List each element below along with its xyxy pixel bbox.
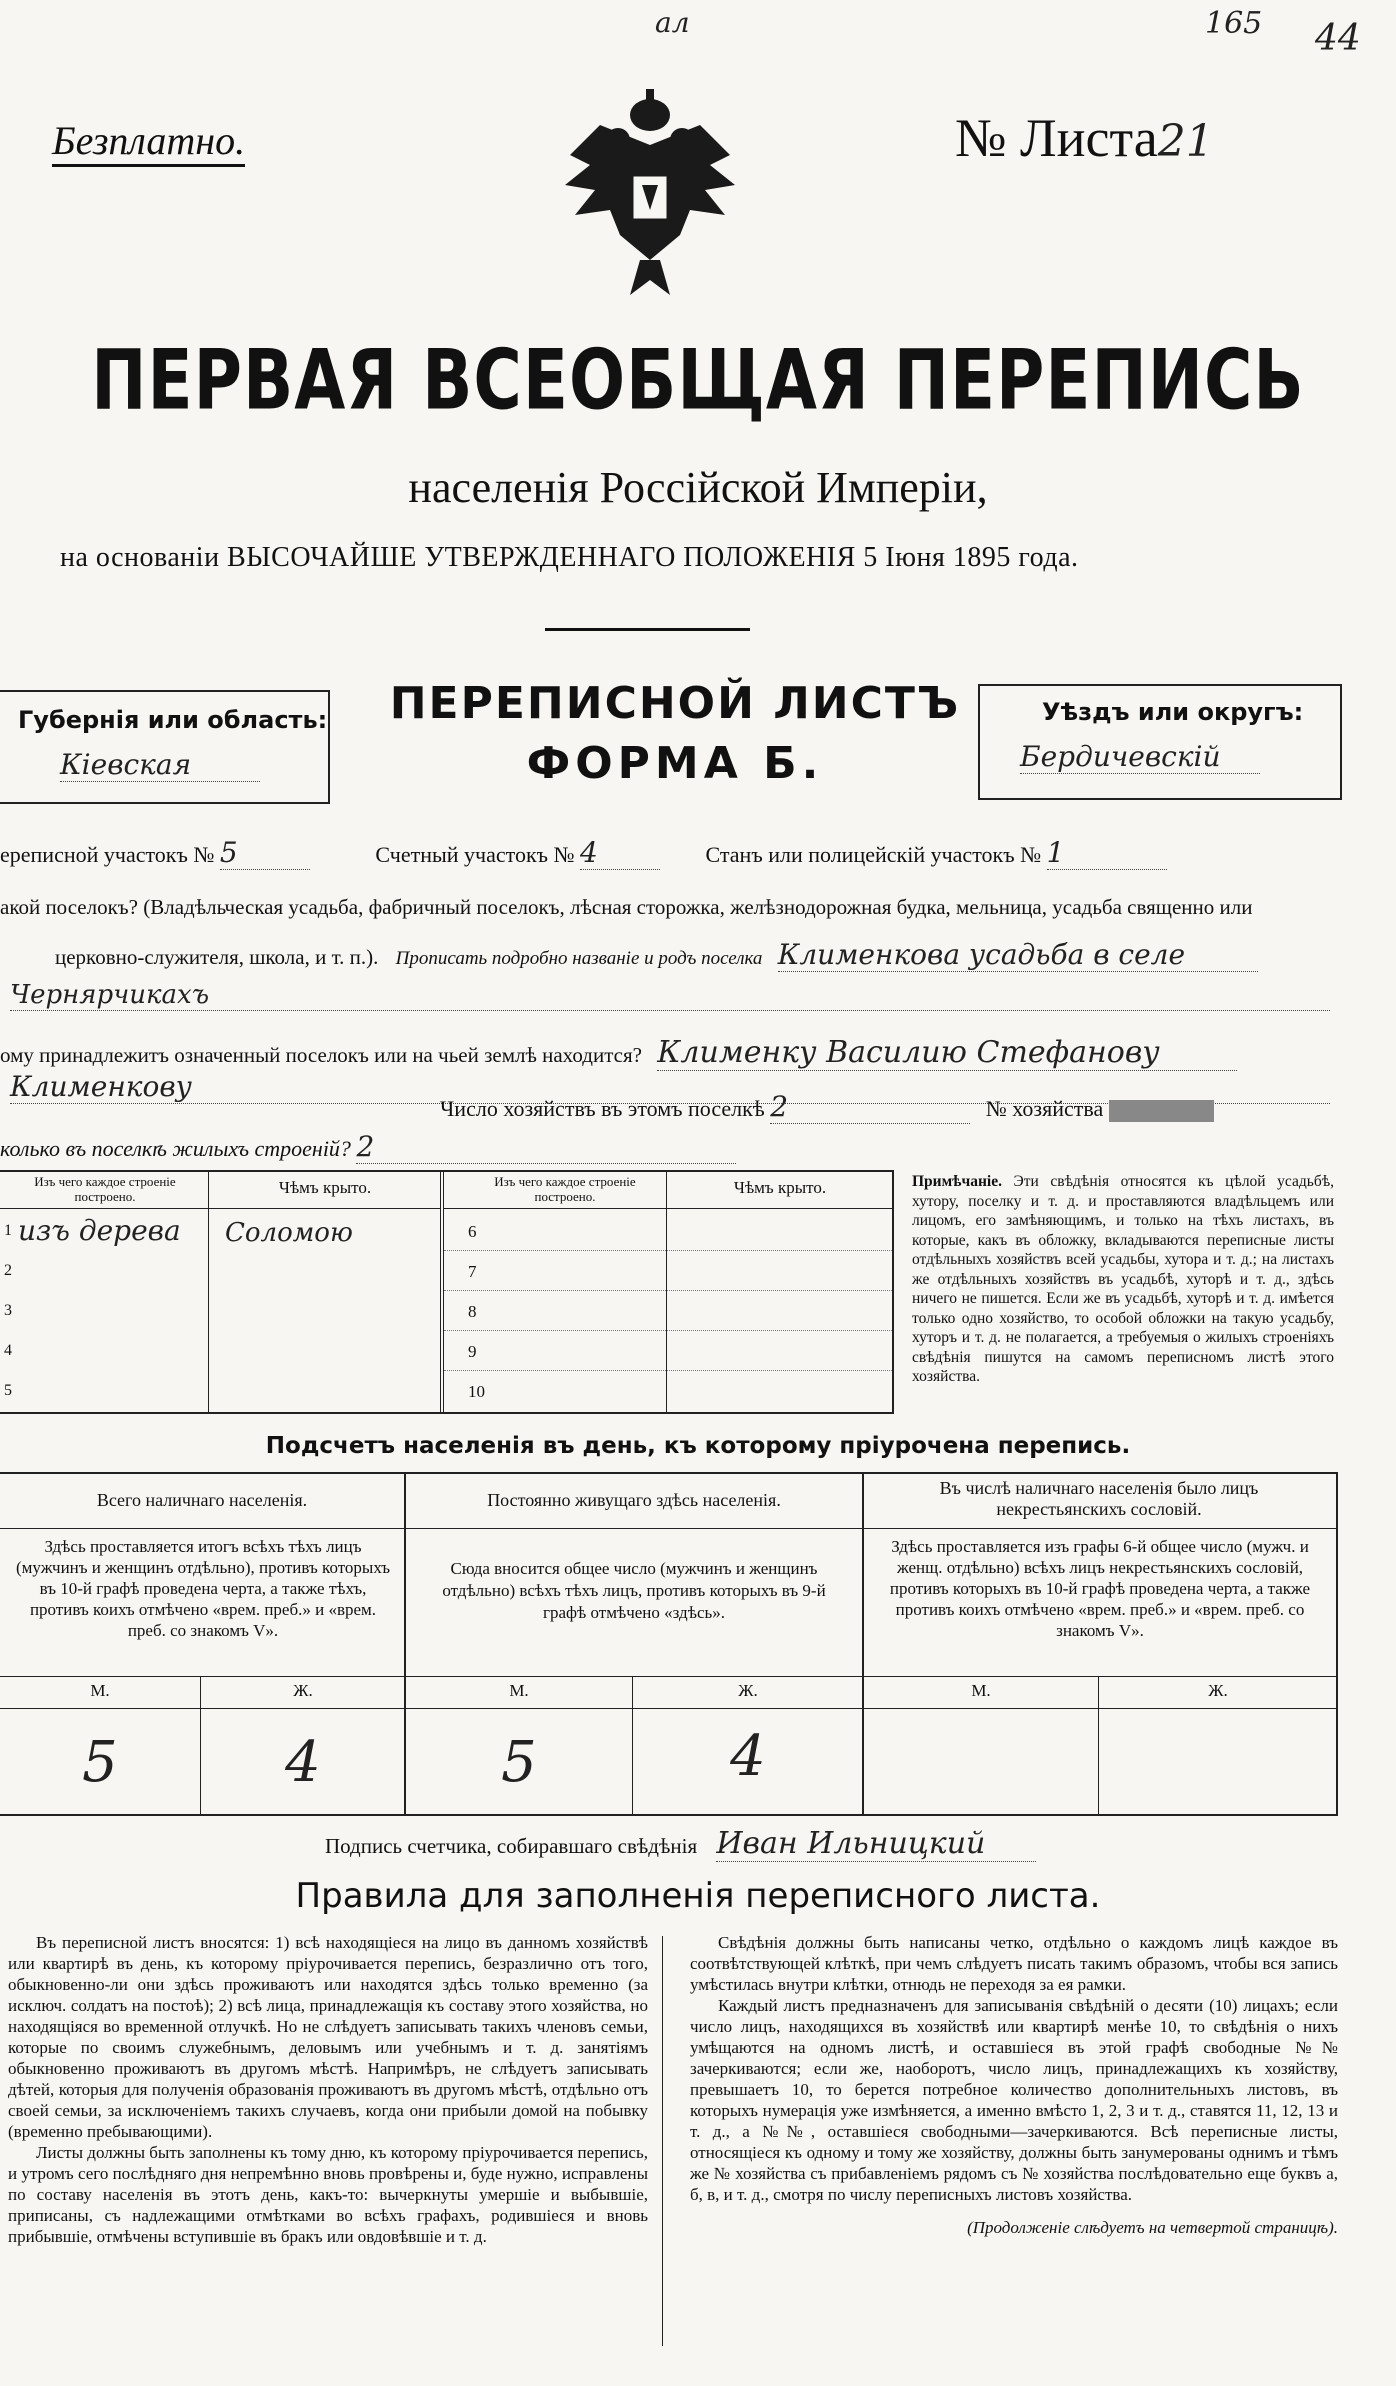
settlement-value-2: Чернярчикахъ <box>10 980 1330 1011</box>
row-number: 4 <box>4 1342 12 1359</box>
population-table <box>0 1472 1338 1816</box>
pop-col3-text: Здѣсь проставляется изъ графы 6-й общее число (мужч. и женщ. отдѣльно) всѣхъ лицъ некрестьянскихъ сословій, противъ которыхъ въ 10-й графѣ проведена черта, а также противъ коихъ отмѣчено «врем. преб.» и «врем. преб. со знакомъ V». <box>889 1537 1311 1640</box>
table-row: 10 <box>468 1382 485 1401</box>
rules-right-column <box>690 1932 1338 2238</box>
corner-mark-3: 44 <box>1315 18 1361 59</box>
count-district-value: 4 <box>580 836 660 870</box>
col-roof-header: Чѣмъ крыто. <box>278 1178 372 1197</box>
row-number: 3 <box>4 1302 12 1319</box>
settlement-label: акой поселокъ? (Владѣльческая усадьба, фабричный поселокъ, лѣсная сторожка, желѣзнодорожная будка, мельница, усадьба священно или <box>0 895 1253 919</box>
table-row <box>0 1330 440 1370</box>
title-divider <box>545 628 750 631</box>
table-row: 9 <box>468 1342 477 1361</box>
settlement-value: Клименкова усадьба в селе <box>778 938 1258 972</box>
census-district-row <box>0 836 1396 870</box>
pop-col2-m-header: М. <box>509 1681 529 1700</box>
imperial-eagle-emblem <box>560 85 740 305</box>
pop-col1-m-header: М. <box>90 1681 110 1700</box>
table-row <box>0 1290 440 1330</box>
note-title: Примѣчаніе. <box>912 1173 1002 1190</box>
table-row <box>0 1210 440 1250</box>
col-material-header: Изъ чего каждое строеніе построено. <box>34 1174 176 1204</box>
uezd-value: Бердичевскій <box>1020 740 1260 774</box>
guberniya-value: Кіевская <box>60 748 260 782</box>
note-block <box>912 1172 1334 1387</box>
owner-row <box>0 1035 1237 1071</box>
form-heading: ПЕРЕПИСНОЙ ЛИСТЪ <box>389 678 961 729</box>
pop-col3-title: Въ числѣ наличнаго населенія было лицъ некрестьянскихъ сословій. <box>939 1478 1259 1519</box>
table-row: 8 <box>468 1302 477 1321</box>
table-row: 6 <box>468 1222 477 1241</box>
building-roof: Соломою <box>225 1218 353 1248</box>
uezd-box <box>978 684 1342 800</box>
form-name: ФОРМА Б. <box>526 738 824 789</box>
row-number: 2 <box>4 1262 12 1279</box>
rules-left-p2: Листы должны быть заполнены къ тому дню, къ которому пріурочивается перепись, и утромъ сего послѣдняго дня непремѣнно вновь провѣрены и, буде нужно, исправлены по составу населенія въ этотъ день, какъ-то: вычеркнуты умершіе и выбывшіе, приписаны, съ надлежащими отмѣтками во всѣхъ графахъ, родившіеся и вновь прибывшіе, отмѣчены вступившіе въ бракъ или овдовѣвшіе и т. д. <box>8 2143 648 2246</box>
pop-col3-f-header: Ж. <box>1208 1681 1228 1700</box>
corner-mark-1: ал <box>655 6 690 39</box>
note-text: Эти свѣдѣнія относятся къ цѣлой усадьбѣ, хутору, поселку и т. д. и проставляются владѣльцемъ или лицомъ, его замѣняющимъ, и только на тѣхъ листахъ, въ которые, какъ въ обложку, вкладываются переписные листы отдѣльныхъ хозяйствъ всей усадьбы, хутора и т. д.; на листахъ же отдѣльныхъ хозяйствъ въ усадьбѣ, хуторѣ и т. д., здѣсь ничего не пишется. Если же въ усадьбѣ, хуторѣ и т. д. имѣется только одно хозяйство, то особой обложки на такую усадьбу, хуторъ и т. д. не полагается, а требуемыя о жилыхъ строеніяхъ свѣдѣнія пишутся на самомъ переписномъ листѣ этого хозяйства. <box>912 1173 1335 1385</box>
pop-col1-text: Здѣсь проставляется итогъ всѣхъ тѣхъ лицъ (мужчинъ и женщинъ отдѣльно), противъ которыхъ въ 10-й графѣ проведена черта, а также тѣхъ, противъ коихъ отмѣчено «врем. преб.» и «врем. преб. со знакомъ V». <box>16 1537 390 1640</box>
census-district-value: 5 <box>220 836 310 870</box>
owner-value-2: Клименкову <box>10 1070 1330 1104</box>
uezd-label: Уѣздъ или округъ: <box>1042 698 1304 726</box>
households-value: 2 <box>770 1090 970 1124</box>
household-no-value <box>1109 1100 1214 1122</box>
basis-line: на основаніи ВЫСОЧАЙШЕ УТВЕРЖДЕННАГО ПОЛОЖЕНІЯ 5 Іюня 1895 года. <box>60 542 1079 573</box>
corner-mark-2: 165 <box>1205 6 1263 41</box>
pop-col3-m-header: М. <box>971 1681 991 1700</box>
rules-right-p1: Свѣдѣнія должны быть написаны четко, отдѣльно о каждомъ лицѣ каждое въ соотвѣтствующей клѣткѣ, при чемъ слѣдуетъ писать такимъ образомъ, чтобы вся запись умѣстилась внутри клѣтки, отнюдь не переходя за ея рамки. <box>690 1933 1338 1994</box>
sheet-number-label: № Листа21 <box>955 108 1214 168</box>
building-material: изъ дерева <box>18 1214 181 1247</box>
main-title: ПЕРВАЯ ВСЕОБЩАЯ ПЕРЕПИСЬ <box>91 332 1305 429</box>
population-heading: Подсчетъ населенія въ день, къ которому пріурочена перепись. <box>265 1433 1131 1459</box>
signature-label: Подпись счетчика, собиравшаго свѣдѣнія <box>325 1834 698 1858</box>
households-row <box>440 1090 1214 1124</box>
pop-col2-f-value: 4 <box>730 1724 766 1789</box>
owner-label: ому принадлежитъ означенный поселокъ или на чьей землѣ находится? <box>0 1043 642 1067</box>
table-row: 7 <box>468 1262 477 1281</box>
pop-col1-f-value: 4 <box>285 1730 321 1795</box>
buildings-table <box>0 1170 894 1414</box>
rules-continued: (Продолженіе слѣдуетъ на четвертой страницѣ). <box>967 2218 1338 2237</box>
buildings-value: 2 <box>356 1130 736 1164</box>
rules-right-p2: Каждый листъ предназначенъ для записыванія свѣдѣній о десяти (10) лицахъ; если число лицъ, находящихся въ хозяйствѣ или квартирѣ менѣе 10, то свѣдѣнія о нихъ умѣщаются на одномъ листѣ, и оставшіеся въ этой графѣ свободные №№ зачеркиваются; если же, наоборотъ, число лицъ, принадлежащихъ къ хозяйству, превышаетъ 10, то берется потребное количество дополнительныхъ листовъ, въ которыхъ нумерація уже измѣняется, а именно вмѣсто 1, 2, 3 и т. д., ставятся 11, 12, 13 и т. д., а №№, оставшіеся свободными—зачеркиваются. Всѣ переписные листы, относящіеся къ одному и тому же хозяйству, должны быть занумерованы однимъ и тѣмъ же № хозяйства съ прибавленіемъ рядомъ съ № хозяйства послѣдовательно еще буквъ а, б, в, и т. д., смотря по числу переписныхъ листовъ хозяйства. <box>690 1996 1338 2204</box>
guberniya-label: Губернія или область: <box>18 706 328 734</box>
households-label: Число хозяйствъ въ этомъ поселкѣ <box>440 1096 765 1121</box>
table-row <box>0 1250 440 1290</box>
table-row <box>0 1370 440 1410</box>
owner-value: Клименку Василию Стефанову <box>657 1035 1237 1071</box>
sheet-number-value: 21 <box>1157 116 1214 167</box>
pop-col1-title: Всего наличнаго населенія. <box>96 1490 308 1510</box>
stan-label: Станъ или полицейскій участокъ № <box>705 842 1042 867</box>
buildings-table-left <box>0 1172 444 1412</box>
pop-col1-f-header: Ж. <box>293 1681 313 1700</box>
row-number: 5 <box>4 1382 12 1399</box>
rules-left-p1: Въ переписной листъ вносятся: 1) всѣ находящіеся на лицо въ данномъ хозяйствѣ или квартирѣ въ день, къ которому пріурочивается перепись, безразлично отъ того, обыкновенно-ли они здѣсь проживаютъ или находятся здѣсь только временно (за исключ. солдатъ на постоѣ); 2) всѣ лица, принадлежащія къ составу этого хозяйства, но находящіяся во временной отлучкѣ. Но не слѣдуетъ записывать такихъ членовъ семьи, которые по своимъ служебнымъ, деловымъ или учебнымъ и т. д. занятіямъ обыкновенно проживаютъ въ другомъ мѣстѣ. Напримѣръ, не слѣдуетъ записывать дѣтей, которыя для полученія образованія проживаютъ въ другомъ мѣстѣ, отдѣльно отъ своей семьи, за исключеніемъ такихъ случаевъ, когда они прибыли домой на побывку (временно пребывающими). <box>8 1933 648 2141</box>
signature-value: Иван Ильницкий <box>716 1826 1036 1862</box>
household-no-label: № хозяйства <box>985 1096 1104 1121</box>
pop-col2-f-header: Ж. <box>738 1681 758 1700</box>
subtitle: населенія Россійской Имперіи, <box>408 463 988 512</box>
col-material-header-2: Изъ чего каждое строеніе построено. <box>494 1174 636 1204</box>
pop-col2-title: Постоянно живущаго здѣсь населенія. <box>487 1490 781 1510</box>
census-district-label: ереписной участокъ № <box>0 842 215 867</box>
col-roof-header-2: Чѣмъ крыто. <box>733 1178 827 1197</box>
free-label: Безплатно. <box>52 118 245 167</box>
buildings-table-right <box>444 1172 892 1412</box>
stan-value: 1 <box>1047 836 1167 870</box>
rules-title: Правила для заполненія переписного листа. <box>295 1876 1101 1916</box>
count-district-label: Счетный участокъ № <box>375 842 575 867</box>
settlement-label2: церковно-служителя, школа, и т. п.). <box>55 945 379 969</box>
buildings-row <box>0 1130 736 1164</box>
pop-col1-m-value: 5 <box>82 1730 118 1795</box>
buildings-label: колько въ поселкѣ жилыхъ строеній? <box>0 1136 351 1161</box>
pop-col2-text: Сюда вносится общее число (мужчинъ и женщинъ отдѣльно) всѣхъ тѣхъ лицъ, противъ которыхъ въ 9-й графѣ отмѣчено «здѣсь». <box>442 1559 826 1622</box>
guberniya-box <box>0 690 330 804</box>
settlement-hint: Прописать подробно названіе и родъ поселка <box>395 948 763 969</box>
rules-divider <box>662 1936 663 2346</box>
signature-row <box>325 1826 1036 1862</box>
rules-left-column <box>8 1932 648 2247</box>
row-number: 1 <box>4 1222 12 1239</box>
settlement-row2 <box>55 938 1258 972</box>
pop-col2-m-value: 5 <box>501 1730 537 1795</box>
